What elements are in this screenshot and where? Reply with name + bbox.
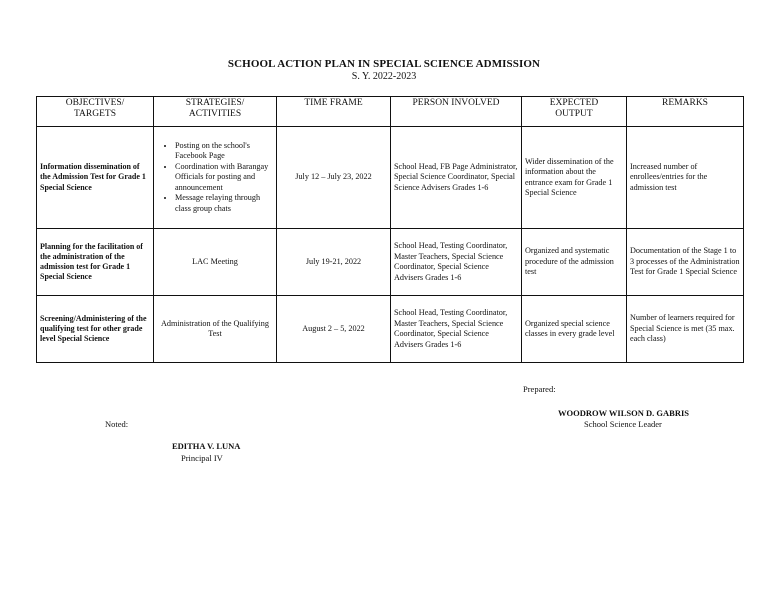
- header-person-involved: PERSON INVOLVED: [391, 97, 522, 127]
- time-frame-cell: July 19-21, 2022: [277, 229, 391, 296]
- header-remarks: REMARKS: [627, 97, 744, 127]
- expected-output-cell: Organized and systematic procedure of the admission test: [522, 229, 627, 296]
- header-time-frame: TIME FRAME: [277, 97, 391, 127]
- time-frame-cell: August 2 – 5, 2022: [277, 296, 391, 363]
- prepared-title: School Science Leader: [584, 419, 662, 429]
- remarks-cell: Increased number of enrollees/entries for the admission test: [627, 127, 744, 229]
- header-objectives: OBJECTIVES/ TARGETS: [37, 97, 154, 127]
- remarks-cell: Documentation of the Stage 1 to 3 processes of the Administration Test for Grade 1 Special Science: [627, 229, 744, 296]
- list-item: • Posting on the school's Facebook Page: [175, 141, 273, 162]
- remarks-cell: Number of learners required for Special Science is met (35 max. each class): [627, 296, 744, 363]
- prepared-label: Prepared:: [523, 384, 556, 394]
- list-item: • Coordination with Barangay Officials for posting and announcement: [175, 162, 273, 194]
- noted-label: Noted:: [105, 419, 129, 429]
- header-expected-output: EXPECTED OUTPUT: [522, 97, 627, 127]
- person-involved-cell: School Head, Testing Coordinator, Master Teachers, Special Science Coordinator, Special Science Advisers Grades 1-6: [391, 296, 522, 363]
- expected-output-cell: Wider dissemination of the information about the entrance exam for Grade 1 Special Science: [522, 127, 627, 229]
- expected-output-cell: Organized special science classes in every grade level: [522, 296, 627, 363]
- document-title: SCHOOL ACTION PLAN IN SPECIAL SCIENCE ADMISSION: [227, 58, 541, 70]
- strategies-cell: Administration of the Qualifying Test: [154, 296, 277, 363]
- table-row: [37, 127, 744, 229]
- table-row: [37, 229, 744, 296]
- table-header-row: [37, 97, 744, 127]
- objective-cell: Planning for the facilitation of the administration of the admission test for Grade 1 Special Science: [37, 229, 154, 296]
- action-plan-table: [36, 96, 744, 363]
- list-item: • Message relaying through class group chats: [175, 193, 273, 214]
- person-involved-cell: School Head, FB Page Administrator, Special Science Coordinator, Special Science Advisers Grades 1-6: [391, 127, 522, 229]
- strategies-cell: LAC Meeting: [154, 229, 277, 296]
- person-involved-cell: School Head, Testing Coordinator, Master Teachers, Special Science Coordinator, Special Science Advisers Grades 1-6: [391, 229, 522, 296]
- noted-title: Principal IV: [181, 453, 223, 463]
- time-frame-cell: July 12 – July 23, 2022: [277, 127, 391, 229]
- objective-cell: Information dissemination of the Admission Test for Grade 1 Special Science: [37, 127, 154, 229]
- strategies-list: [157, 141, 273, 215]
- strategies-cell: [154, 127, 277, 229]
- objective-cell: Screening/Administering of the qualifying test for other grade level Special Science: [37, 296, 154, 363]
- header-strategies: STRATEGIES/ ACTIVITIES: [154, 97, 277, 127]
- prepared-name: WOODROW WILSON D. GABRIS: [558, 408, 689, 418]
- noted-name: EDITHA V. LUNA: [172, 441, 241, 451]
- school-year: S. Y. 2022-2023: [351, 71, 417, 82]
- table-row: [37, 296, 744, 363]
